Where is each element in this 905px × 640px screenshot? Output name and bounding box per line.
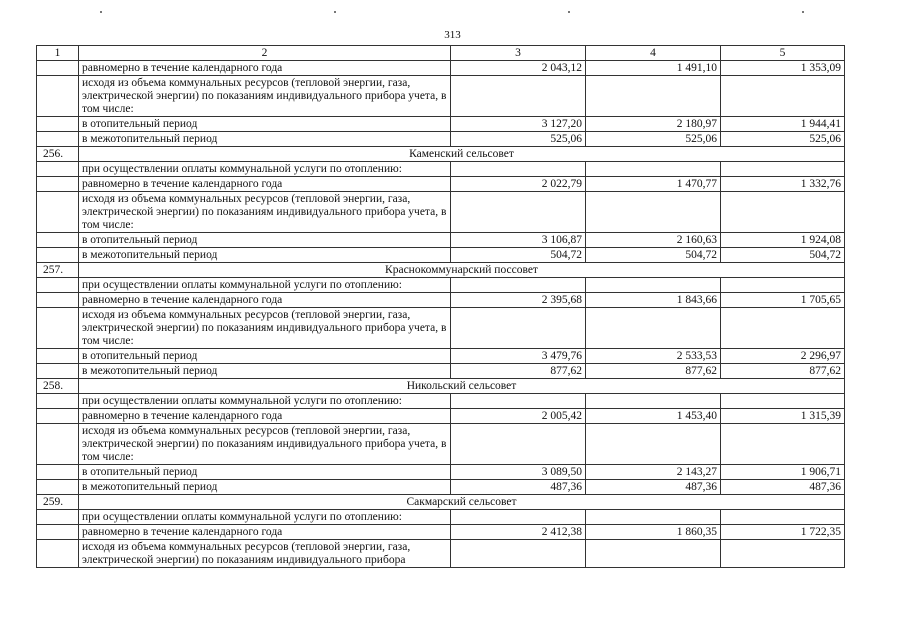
value-col-5 bbox=[721, 540, 845, 568]
section-title: Сакмарский сельсовет bbox=[79, 495, 845, 510]
scan-dot bbox=[568, 11, 570, 13]
value-col-3: 2 005,42 bbox=[451, 409, 586, 424]
row-number bbox=[37, 293, 79, 308]
table-row bbox=[37, 61, 845, 76]
row-number bbox=[37, 525, 79, 540]
row-description: в отопительный период bbox=[79, 117, 451, 132]
row-description: равномерно в течение календарного года bbox=[79, 525, 451, 540]
row-number bbox=[37, 409, 79, 424]
row-description: в межотопительный период bbox=[79, 480, 451, 495]
value-col-5 bbox=[721, 510, 845, 525]
row-number bbox=[37, 480, 79, 495]
value-col-3: 525,06 bbox=[451, 132, 586, 147]
table-row bbox=[37, 293, 845, 308]
row-description: исходя из объема коммунальных ресурсов (тепловой энергии, газа, электрической энергии) по показаниям индивидуального прибора учета, в том числе: bbox=[79, 308, 451, 349]
header-col-4: 4 bbox=[586, 46, 721, 61]
row-number bbox=[37, 117, 79, 132]
scan-dot bbox=[802, 11, 804, 13]
tariff-table-body bbox=[37, 46, 845, 568]
value-col-5 bbox=[721, 308, 845, 349]
row-description: при осуществлении оплаты коммунальной услуги по отоплению: bbox=[79, 162, 451, 177]
table-row bbox=[37, 465, 845, 480]
value-col-4: 1 491,10 bbox=[586, 61, 721, 76]
table-row bbox=[37, 76, 845, 117]
value-col-4: 487,36 bbox=[586, 480, 721, 495]
row-description: в межотопительный период bbox=[79, 132, 451, 147]
value-col-5: 1 924,08 bbox=[721, 233, 845, 248]
value-col-3 bbox=[451, 394, 586, 409]
value-col-4 bbox=[586, 76, 721, 117]
page-number: 313 bbox=[444, 29, 461, 41]
row-number bbox=[37, 132, 79, 147]
row-number bbox=[37, 510, 79, 525]
value-col-5 bbox=[721, 424, 845, 465]
value-col-3: 2 043,12 bbox=[451, 61, 586, 76]
section-number: 258. bbox=[37, 379, 79, 394]
value-col-4: 1 843,66 bbox=[586, 293, 721, 308]
value-col-4: 1 470,77 bbox=[586, 177, 721, 192]
row-description: равномерно в течение календарного года bbox=[79, 409, 451, 424]
value-col-4 bbox=[586, 424, 721, 465]
row-number bbox=[37, 233, 79, 248]
value-col-3 bbox=[451, 76, 586, 117]
table-row bbox=[37, 540, 845, 568]
value-col-5: 1 353,09 bbox=[721, 61, 845, 76]
section-title: Никольский сельсовет bbox=[79, 379, 845, 394]
row-description: при осуществлении оплаты коммунальной услуги по отоплению: bbox=[79, 510, 451, 525]
value-col-5 bbox=[721, 162, 845, 177]
table-row bbox=[37, 278, 845, 293]
value-col-5: 877,62 bbox=[721, 364, 845, 379]
table-row bbox=[37, 177, 845, 192]
row-description: исходя из объема коммунальных ресурсов (тепловой энергии, газа, электрической энергии) по показаниям индивидуального прибора учета, в том числе: bbox=[79, 424, 451, 465]
value-col-4 bbox=[586, 278, 721, 293]
table-row bbox=[37, 308, 845, 349]
row-description: в отопительный период bbox=[79, 349, 451, 364]
value-col-5: 504,72 bbox=[721, 248, 845, 263]
row-number bbox=[37, 248, 79, 263]
value-col-3: 3 106,87 bbox=[451, 233, 586, 248]
row-number bbox=[37, 540, 79, 568]
row-description: исходя из объема коммунальных ресурсов (тепловой энергии, газа, электрической энергии) по показаниям индивидуального прибора учета, в том числе: bbox=[79, 76, 451, 117]
value-col-5 bbox=[721, 278, 845, 293]
value-col-4: 2 143,27 bbox=[586, 465, 721, 480]
value-col-4: 504,72 bbox=[586, 248, 721, 263]
value-col-3: 504,72 bbox=[451, 248, 586, 263]
value-col-3 bbox=[451, 278, 586, 293]
value-col-5: 1 705,65 bbox=[721, 293, 845, 308]
value-col-4: 2 160,63 bbox=[586, 233, 721, 248]
table-row bbox=[37, 248, 845, 263]
section-row bbox=[37, 379, 845, 394]
row-number bbox=[37, 308, 79, 349]
value-col-4: 1 453,40 bbox=[586, 409, 721, 424]
value-col-4 bbox=[586, 394, 721, 409]
row-description: при осуществлении оплаты коммунальной услуги по отоплению: bbox=[79, 278, 451, 293]
row-number bbox=[37, 465, 79, 480]
table-row bbox=[37, 192, 845, 233]
table-row bbox=[37, 162, 845, 177]
row-number bbox=[37, 349, 79, 364]
table-row bbox=[37, 480, 845, 495]
table-row bbox=[37, 132, 845, 147]
row-number bbox=[37, 364, 79, 379]
section-row bbox=[37, 147, 845, 162]
value-col-5 bbox=[721, 76, 845, 117]
section-number: 256. bbox=[37, 147, 79, 162]
value-col-4: 2 180,97 bbox=[586, 117, 721, 132]
table-row bbox=[37, 525, 845, 540]
value-col-4 bbox=[586, 192, 721, 233]
value-col-3: 3 127,20 bbox=[451, 117, 586, 132]
header-col-2: 2 bbox=[79, 46, 451, 61]
row-number bbox=[37, 192, 79, 233]
scan-dot bbox=[334, 11, 336, 13]
row-number bbox=[37, 61, 79, 76]
row-description: в межотопительный период bbox=[79, 248, 451, 263]
value-col-3: 2 022,79 bbox=[451, 177, 586, 192]
table-row bbox=[37, 233, 845, 248]
scan-dot bbox=[100, 11, 102, 13]
value-col-3 bbox=[451, 308, 586, 349]
value-col-3: 3 089,50 bbox=[451, 465, 586, 480]
header-col-3: 3 bbox=[451, 46, 586, 61]
value-col-3 bbox=[451, 510, 586, 525]
table-row bbox=[37, 117, 845, 132]
value-col-4: 1 860,35 bbox=[586, 525, 721, 540]
section-row bbox=[37, 495, 845, 510]
row-number bbox=[37, 424, 79, 465]
section-title: Краснокоммунарский поссовет bbox=[79, 263, 845, 278]
row-description: в межотопительный период bbox=[79, 364, 451, 379]
value-col-3: 877,62 bbox=[451, 364, 586, 379]
row-description: исходя из объема коммунальных ресурсов (тепловой энергии, газа, электрической энергии) по показаниям индивидуального прибора bbox=[79, 540, 451, 568]
table-row bbox=[37, 364, 845, 379]
row-description: равномерно в течение календарного года bbox=[79, 177, 451, 192]
row-number bbox=[37, 278, 79, 293]
value-col-5: 1 332,76 bbox=[721, 177, 845, 192]
table-row bbox=[37, 510, 845, 525]
value-col-5: 1 315,39 bbox=[721, 409, 845, 424]
row-description: исходя из объема коммунальных ресурсов (тепловой энергии, газа, электрической энергии) по показаниям индивидуального прибора учета, в том числе: bbox=[79, 192, 451, 233]
section-number: 257. bbox=[37, 263, 79, 278]
value-col-4: 2 533,53 bbox=[586, 349, 721, 364]
value-col-3: 2 395,68 bbox=[451, 293, 586, 308]
section-title: Каменский сельсовет bbox=[79, 147, 845, 162]
row-description: в отопительный период bbox=[79, 233, 451, 248]
tariff-table bbox=[36, 45, 845, 568]
row-number bbox=[37, 76, 79, 117]
value-col-4 bbox=[586, 308, 721, 349]
section-number: 259. bbox=[37, 495, 79, 510]
value-col-3 bbox=[451, 192, 586, 233]
value-col-5: 1 906,71 bbox=[721, 465, 845, 480]
value-col-3 bbox=[451, 162, 586, 177]
value-col-5 bbox=[721, 192, 845, 233]
row-description: в отопительный период bbox=[79, 465, 451, 480]
value-col-3 bbox=[451, 540, 586, 568]
header-col-5: 5 bbox=[721, 46, 845, 61]
value-col-4 bbox=[586, 540, 721, 568]
value-col-3: 2 412,38 bbox=[451, 525, 586, 540]
value-col-4 bbox=[586, 162, 721, 177]
value-col-5: 2 296,97 bbox=[721, 349, 845, 364]
value-col-4 bbox=[586, 510, 721, 525]
column-number-header-row bbox=[37, 46, 845, 61]
value-col-5 bbox=[721, 394, 845, 409]
value-col-3: 3 479,76 bbox=[451, 349, 586, 364]
value-col-4: 877,62 bbox=[586, 364, 721, 379]
value-col-5: 487,36 bbox=[721, 480, 845, 495]
value-col-3: 487,36 bbox=[451, 480, 586, 495]
row-number bbox=[37, 394, 79, 409]
table-row bbox=[37, 409, 845, 424]
row-description: равномерно в течение календарного года bbox=[79, 61, 451, 76]
value-col-5: 1 944,41 bbox=[721, 117, 845, 132]
table-row bbox=[37, 394, 845, 409]
row-number bbox=[37, 177, 79, 192]
row-description: равномерно в течение календарного года bbox=[79, 293, 451, 308]
table-row bbox=[37, 424, 845, 465]
section-row bbox=[37, 263, 845, 278]
value-col-4: 525,06 bbox=[586, 132, 721, 147]
value-col-5: 1 722,35 bbox=[721, 525, 845, 540]
header-col-1: 1 bbox=[37, 46, 79, 61]
table-row bbox=[37, 349, 845, 364]
value-col-5: 525,06 bbox=[721, 132, 845, 147]
value-col-3 bbox=[451, 424, 586, 465]
row-description: при осуществлении оплаты коммунальной услуги по отоплению: bbox=[79, 394, 451, 409]
row-number bbox=[37, 162, 79, 177]
